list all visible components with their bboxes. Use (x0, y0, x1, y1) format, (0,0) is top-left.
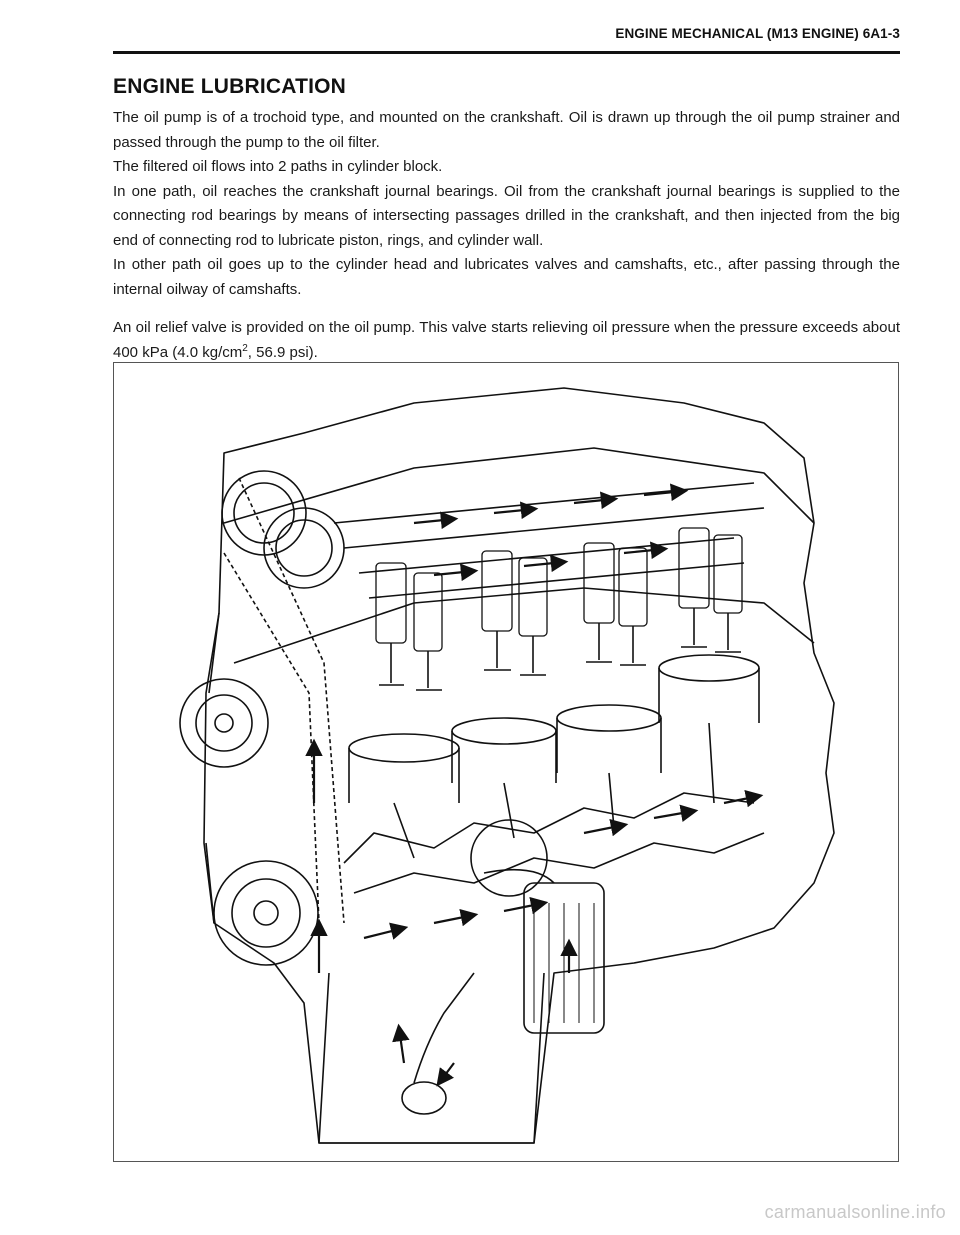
relief-text-b: , 56.9 psi). (247, 343, 318, 361)
paragraph-relief-valve (113, 316, 900, 365)
relief-text-a: An oil relief valve is provided on the oil pump. This valve starts relieving oil pressure when the pressure exceeds about 400 kPa (4.0 kg/cm (113, 319, 900, 361)
watermark: carmanualsonline.info (764, 1202, 946, 1222)
body-text (113, 106, 900, 365)
paragraph-oil-pump: The oil pump is of a trochoid type, and mounted on the crankshaft. Oil is drawn up through the oil pump strainer and passed through the pump to the oil filter. (113, 109, 900, 151)
paragraph-two-paths: The filtered oil flows into 2 paths in cylinder block. (113, 158, 443, 175)
paragraph-first-path: In one path, oil reaches the crankshaft journal bearings. Oil from the crankshaft journal bearings is supplied to the connecting rod bearings by means of intersecting passages drilled in the crankshaft, and then injected from the big end of connecting rod to lubricate piston, rings, and cylinder wall. (113, 182, 900, 249)
running-header: ENGINE MECHANICAL (M13 ENGINE) 6A1-3 (615, 26, 900, 41)
header-rule (113, 51, 900, 54)
engine-cutaway-illustration-icon (114, 363, 900, 1163)
section-title: ENGINE LUBRICATION (113, 75, 347, 98)
relief-superscript: 2 (242, 342, 248, 354)
paragraph-second-path: In other path oil goes up to the cylinder head and lubricates valves and camshafts, etc., after passing through the internal oilway of camshafts. (113, 256, 900, 298)
figure-frame (113, 362, 899, 1162)
